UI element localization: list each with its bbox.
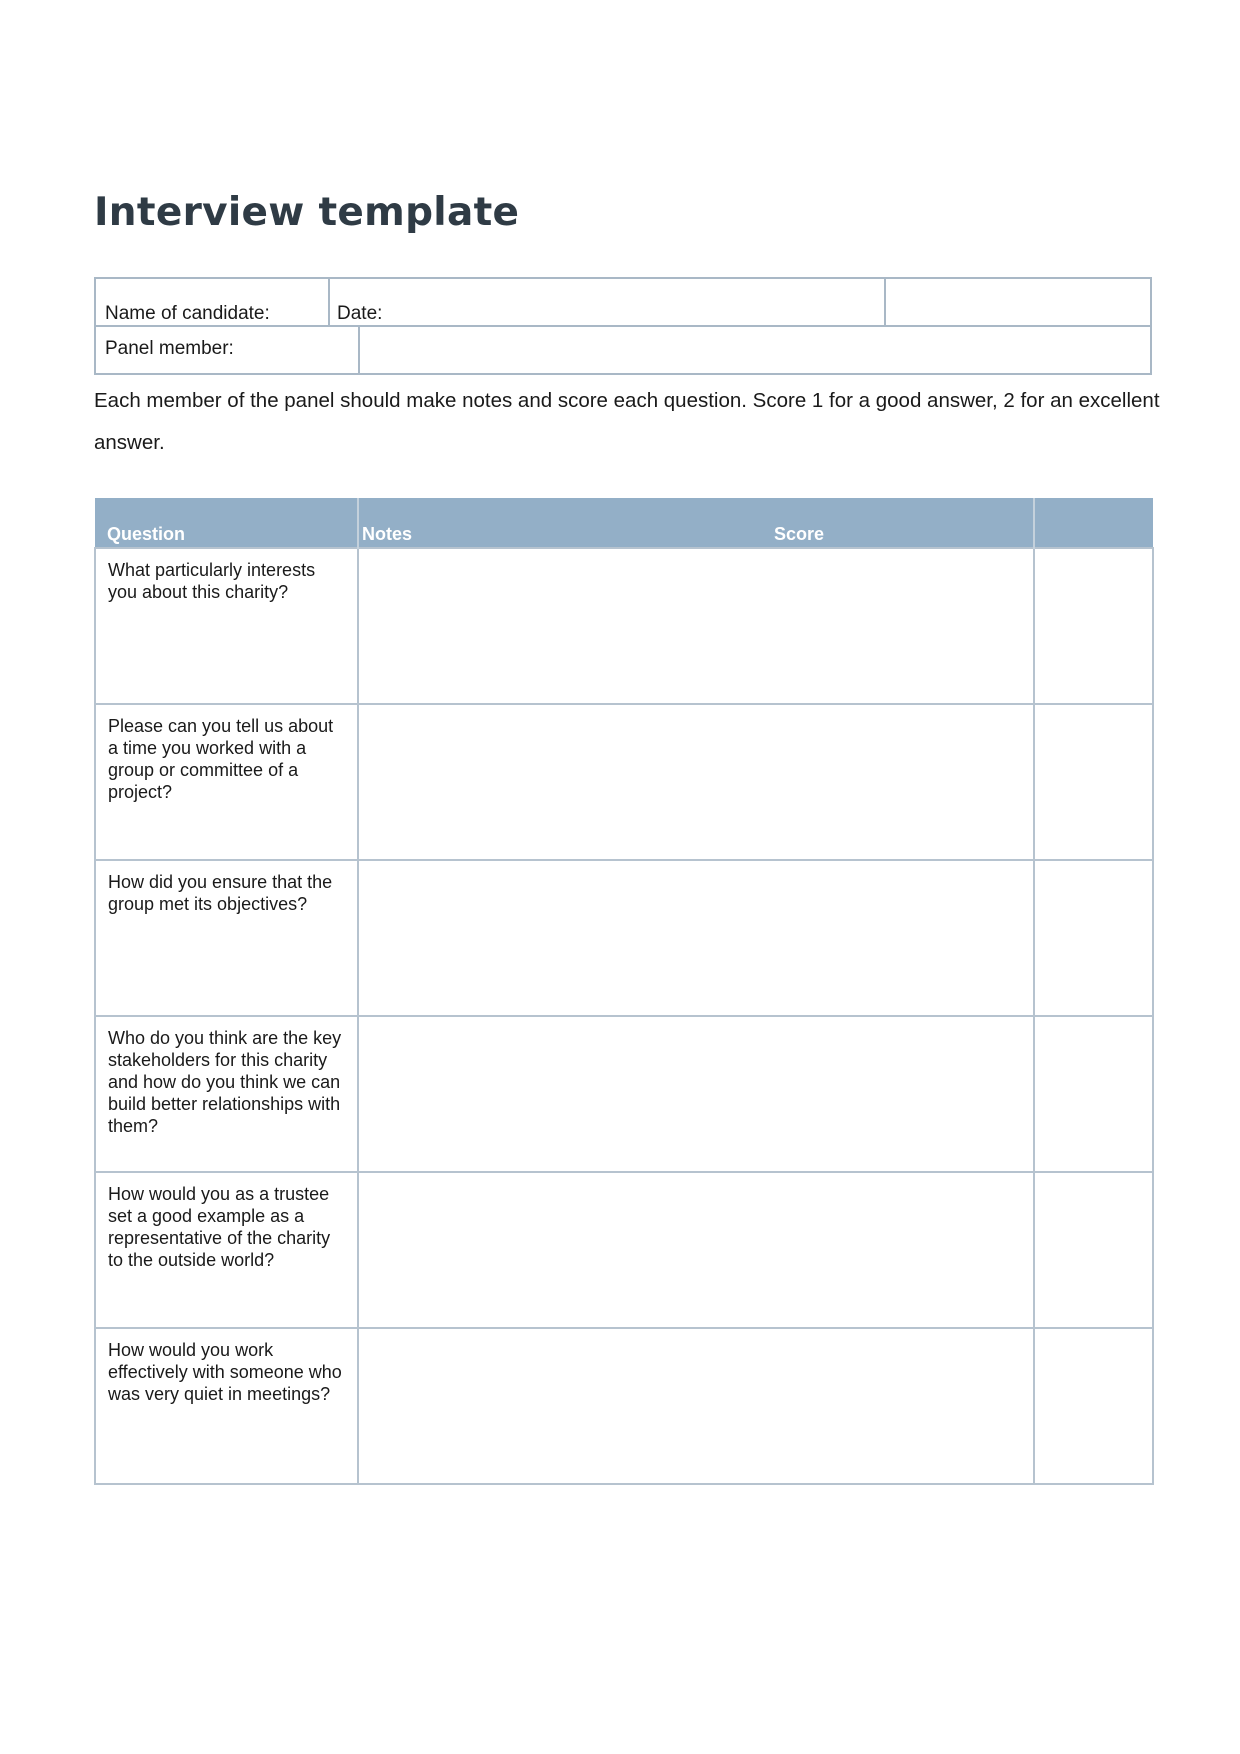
question-cell: What particularly interests you about this charity? [95,548,358,704]
table-row [95,548,1153,704]
score-cell[interactable] [1034,548,1153,704]
score-cell[interactable] [1034,704,1153,860]
name-of-candidate-label: Name of candidate: [105,303,270,324]
extra-field[interactable] [884,277,1152,327]
panel-member-label: Panel member: [105,338,234,359]
notes-cell[interactable] [358,1328,771,1484]
interview-questions-table [94,498,1154,1485]
table-row [95,1328,1153,1484]
candidate-info-box [94,277,1152,375]
score-cell[interactable] [1034,860,1153,1016]
notes-cell-continued[interactable] [771,1172,1034,1328]
table-row [95,1172,1153,1328]
question-cell: Who do you think are the key stakeholders for this charity and how do you think we can build better relationships with them? [95,1016,358,1172]
table-row [95,1016,1153,1172]
table-row [95,704,1153,860]
instructions-text: Each member of the panel should make notes and score each question. Score 1 for a good answer, 2 for an excellent answer. [94,389,1160,454]
panel-member-value-field[interactable] [358,325,1152,375]
notes-column-header: Notes [358,498,771,548]
score-column-header: Score [771,498,1034,548]
notes-cell[interactable] [358,704,771,860]
score-cell[interactable] [1034,1016,1153,1172]
question-cell: How did you ensure that the group met its objectives? [95,860,358,1016]
date-field[interactable] [328,277,886,327]
notes-cell[interactable] [358,1172,771,1328]
blank-column-header [1034,498,1153,548]
question-cell: How would you work effectively with someone who was very quiet in meetings? [95,1328,358,1484]
table-row [95,860,1153,1016]
page-title: Interview template [94,190,520,235]
score-cell[interactable] [1034,1172,1153,1328]
table-header-row [95,498,1153,548]
notes-cell[interactable] [358,860,771,1016]
notes-cell-continued[interactable] [771,1016,1034,1172]
notes-cell-continued[interactable] [771,1328,1034,1484]
question-column-header: Question [95,498,358,548]
notes-cell-continued[interactable] [771,548,1034,704]
notes-cell-continued[interactable] [771,860,1034,1016]
question-cell: Please can you tell us about a time you worked with a group or committee of a project? [95,704,358,860]
score-cell[interactable] [1034,1328,1153,1484]
notes-cell[interactable] [358,1016,771,1172]
notes-cell-continued[interactable] [771,704,1034,860]
notes-cell[interactable] [358,548,771,704]
date-label: Date: [337,303,383,324]
question-cell: How would you as a trustee set a good example as a representative of the charity to the outside world? [95,1172,358,1328]
